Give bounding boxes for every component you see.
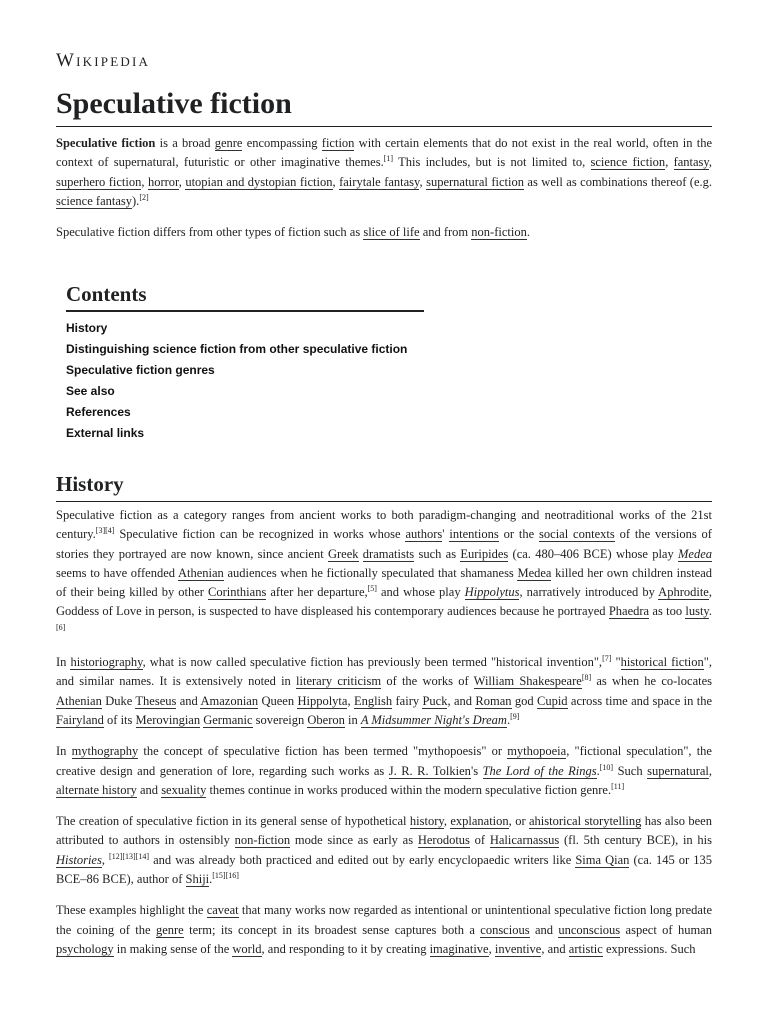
text-run: encompassing: [242, 136, 322, 150]
ref-10[interactable]: [10]: [599, 762, 614, 772]
link-genre[interactable]: genre: [214, 136, 243, 150]
link-superhero-fiction[interactable]: superhero fiction: [56, 174, 142, 189]
ref-15[interactable]: [15]: [212, 870, 226, 880]
toc-item-history[interactable]: History: [66, 321, 108, 335]
text-run: as too: [649, 604, 686, 619]
text-run: This includes, but is not limited to,: [393, 155, 591, 170]
link-world[interactable]: world: [232, 941, 262, 956]
link-slice-of-life[interactable]: slice of life: [363, 225, 420, 240]
text-run: across time and space in the: [567, 693, 712, 708]
text-run: Duke: [101, 693, 136, 708]
bold-term: Speculative fiction: [56, 136, 156, 150]
text-run: , "fictional speculation", the creative design and generation of lore, regarding such works as: [56, 744, 712, 778]
text-run: ,: [419, 174, 427, 189]
link-fairytale-fantasy[interactable]: fairytale fantasy: [339, 174, 420, 189]
text-run: sovereign: [252, 712, 308, 727]
link-sima-qian[interactable]: Sima Qian: [575, 852, 630, 867]
text-run: of the versions of stories they portrayed are now known, since ancient: [56, 527, 712, 561]
link-william-shakespeare[interactable]: William Shakespeare: [473, 674, 582, 689]
text-run: killed her own children instead of their being killed by other: [56, 565, 713, 600]
italic-title: Hippolytus: [464, 585, 520, 600]
link-euripides[interactable]: Euripides: [460, 546, 509, 561]
text-run: audiences when he fictionally speculated that shamaness: [223, 565, 518, 580]
link-literary-criticism[interactable]: literary criticism: [296, 674, 382, 689]
link-psychology[interactable]: psychology: [56, 941, 114, 956]
text-run: .: [209, 872, 213, 887]
link-greek[interactable]: Greek: [327, 546, 359, 561]
link-historical-fiction[interactable]: historical fiction: [620, 655, 704, 670]
history-paragraph-2: [56, 653, 712, 730]
link-mythopoeia[interactable]: mythopoeia: [507, 744, 567, 759]
text-run: in: [344, 712, 361, 727]
link-imaginative[interactable]: imaginative: [429, 941, 489, 956]
text-run: and: [136, 782, 162, 797]
ref-3[interactable]: [3]: [95, 526, 106, 536]
link-non-fiction-2[interactable]: non-fiction: [234, 833, 291, 848]
link-supernatural-fiction[interactable]: supernatural fiction: [426, 174, 524, 189]
link-historiography[interactable]: historiography: [70, 655, 143, 670]
text-run: In: [56, 655, 71, 670]
text-run: .: [708, 604, 712, 619]
link-corinthians[interactable]: Corinthians: [207, 585, 267, 600]
ref-7[interactable]: [7]: [602, 653, 612, 663]
link-authors[interactable]: authors: [405, 527, 443, 542]
text-run: as well as combinations thereof (e.g.: [523, 174, 713, 189]
text-run: after her departure,: [266, 585, 368, 600]
link-conscious[interactable]: conscious: [480, 922, 530, 937]
link-explanation[interactable]: explanation: [450, 814, 509, 829]
link-sexuality[interactable]: sexuality: [161, 782, 207, 797]
link-amazonian[interactable]: Amazonian: [200, 693, 259, 708]
text-run: (ca. 480–406 BCE) whose play: [508, 546, 678, 561]
link-athenian[interactable]: Athenian: [177, 565, 224, 580]
link-english[interactable]: English: [353, 693, 393, 708]
link-germanic[interactable]: Germanic: [203, 712, 253, 727]
ref-12[interactable]: [12]: [109, 851, 123, 861]
text-run: expressions. Such: [602, 941, 696, 956]
text-run: and: [176, 693, 201, 708]
link-science-fiction[interactable]: science fiction: [590, 155, 666, 170]
text-run: The creation of speculative fiction in its general sense of hypothetical: [56, 814, 410, 829]
page-title: Speculative fiction: [56, 86, 712, 127]
text-run: ,: [488, 941, 495, 956]
text-run: and whose play: [376, 585, 465, 600]
link-dramatists[interactable]: dramatists: [362, 546, 415, 561]
text-run: .: [596, 763, 600, 778]
ref-11[interactable]: [11]: [611, 781, 625, 791]
link-halicarnassus[interactable]: Halicarnassus: [489, 833, 560, 848]
toc-item-see-also[interactable]: See also: [66, 384, 115, 398]
text-run: and was already both practiced and edited out by early encyclopaedic writers like: [149, 852, 576, 867]
link-lusty[interactable]: lusty: [685, 604, 709, 619]
text-run: , narratively introduced by: [519, 585, 659, 600]
text-run: is a broad: [155, 136, 215, 150]
link-ahistorical-storytelling[interactable]: ahistorical storytelling: [529, 814, 642, 829]
history-paragraph-1: [56, 506, 712, 641]
link-medea-play[interactable]: [678, 547, 712, 562]
link-science-fantasy[interactable]: science fantasy: [56, 193, 133, 208]
italic-title: Histories: [56, 852, 102, 867]
link-hippolyta[interactable]: Hippolyta: [297, 693, 348, 708]
text-run: ": [611, 655, 621, 670]
link-fairyland[interactable]: Fairyland: [56, 712, 104, 727]
link-midsummer-nights-dream[interactable]: [361, 713, 507, 728]
link-intentions[interactable]: intentions: [449, 527, 499, 542]
text-run: .: [506, 712, 511, 727]
text-run: mode since as early as: [290, 833, 418, 848]
text-run: and from: [419, 225, 472, 240]
link-caveat[interactable]: caveat: [206, 903, 239, 918]
text-run: Queen: [258, 693, 298, 708]
link-supernatural[interactable]: supernatural: [647, 763, 709, 778]
ref-9[interactable]: [9]: [510, 711, 520, 721]
link-theseus[interactable]: Theseus: [135, 693, 177, 708]
link-lord-of-the-rings[interactable]: [483, 764, 597, 779]
text-run: that many works now regarded as intentional or unintentional speculative fiction long predate the coining of the: [56, 903, 712, 937]
text-run: Speculative fiction can be recognized in works whose: [114, 527, 406, 542]
ref-4[interactable]: [4]: [105, 526, 115, 536]
text-run: (ca. 145 or 135 BCE–86 BCE), author of: [56, 852, 713, 887]
link-puck[interactable]: Puck: [422, 693, 448, 708]
text-run: or the: [498, 527, 540, 542]
link-merovingian[interactable]: Merovingian: [135, 712, 201, 727]
text-run: ).: [132, 193, 140, 208]
text-run: ,: [443, 814, 451, 829]
text-run: of the works of: [381, 674, 474, 689]
link-medea[interactable]: Medea: [517, 565, 552, 580]
text-run: ,: [178, 174, 186, 189]
text-run: aspect of human: [620, 922, 712, 937]
history-paragraph-3: [56, 742, 712, 800]
link-fiction[interactable]: fiction: [321, 136, 355, 150]
link-phaedra[interactable]: Phaedra: [608, 604, 650, 619]
text-run: such as: [414, 546, 461, 561]
text-run: in making sense of the: [113, 941, 233, 956]
link-horror[interactable]: horror: [147, 174, 179, 189]
toc-item-genres[interactable]: Speculative fiction genres: [66, 363, 215, 377]
text-run: god: [511, 693, 537, 708]
text-run: .: [526, 225, 530, 240]
text-run: These examples highlight the: [56, 903, 207, 918]
link-genre-2[interactable]: genre: [155, 922, 184, 937]
link-cupid[interactable]: Cupid: [536, 693, 568, 708]
ref-16[interactable]: [16]: [225, 870, 239, 880]
link-shiji[interactable]: Shiji: [185, 872, 210, 887]
text-run: Speculative fiction as a category ranges from ancient works to both paradigm-changing and neotraditional works of the 21st century.: [56, 508, 712, 542]
history-paragraph-4: [56, 812, 712, 889]
text-run: Such: [613, 763, 648, 778]
link-hippolytus[interactable]: [465, 585, 520, 600]
toc-title: Contents: [66, 280, 424, 312]
toc-item-distinguishing[interactable]: Distinguishing science fiction from other speculative fiction: [66, 342, 408, 356]
text-run: themes continue in works produced within the modern speculative fiction genre.: [206, 782, 612, 797]
italic-title: A Midsummer Night's Dream: [360, 712, 507, 727]
text-run: , Goddess of Love in person, is suspected to have displeased his contemporary audiences because he portrayed: [56, 585, 712, 619]
italic-title: Medea: [677, 546, 712, 561]
text-run: ,: [332, 174, 340, 189]
link-inventive[interactable]: inventive: [494, 941, 542, 956]
text-run: ,: [708, 155, 712, 170]
lead-paragraph: [56, 134, 712, 211]
text-run: 's: [470, 763, 483, 778]
italic-title: The Lord of the Rings: [482, 763, 597, 778]
link-history[interactable]: history: [409, 814, 444, 829]
text-run: ,: [347, 693, 354, 708]
text-run: ,: [141, 174, 148, 189]
text-run: , and: [447, 693, 476, 708]
ref-8[interactable]: [8]: [581, 673, 592, 683]
link-herodotus[interactable]: Herodotus: [417, 833, 470, 848]
lead-paragraph-2: [56, 223, 712, 242]
history-section: [56, 506, 712, 971]
link-oberon[interactable]: Oberon: [307, 712, 345, 727]
link-utopian-dystopian-fiction[interactable]: utopian and dystopian fiction: [185, 174, 333, 189]
ref-5[interactable]: [5]: [367, 584, 377, 594]
link-artistic[interactable]: artistic: [568, 941, 603, 956]
text-run: fairy: [392, 693, 423, 708]
text-run: ,: [101, 852, 110, 867]
link-tolkien[interactable]: J. R. R. Tolkien: [388, 763, 471, 778]
text-run: In: [56, 744, 72, 759]
ref-2[interactable]: [2]: [139, 192, 149, 202]
text-run: seems to have offended: [56, 565, 178, 580]
text-run: of its: [103, 712, 136, 727]
ref-1[interactable]: [1]: [383, 154, 394, 164]
text-run: ,: [708, 763, 712, 778]
text-run: , and: [541, 941, 569, 956]
link-histories[interactable]: [56, 853, 102, 868]
text-run: of: [469, 833, 490, 848]
text-run: with certain elements that do not exist in the real world, often in the context of supernatural, futuristic or other imaginative themes.: [56, 136, 712, 170]
link-non-fiction[interactable]: non-fiction: [471, 225, 527, 240]
text-run: , what is now called speculative fiction has previously been termed "historical invention",: [142, 655, 603, 670]
section-heading-history: History: [56, 470, 712, 502]
text-run: , and responding to it by creating: [261, 941, 430, 956]
text-run: (fl. 5th century BCE), in his: [559, 833, 712, 848]
text-run: term; its concept in its broadest sense captures both a: [183, 922, 481, 937]
text-run: as when he co-locates: [591, 674, 712, 689]
text-run: Speculative fiction differs from other types of fiction such as: [56, 225, 364, 240]
text-run: ,: [665, 155, 674, 170]
toc-item-external-links[interactable]: External links: [66, 426, 145, 440]
link-aphrodite[interactable]: Aphrodite: [658, 585, 709, 600]
ref-14[interactable]: [14]: [135, 851, 150, 861]
link-mythography[interactable]: mythography: [71, 744, 139, 759]
text-run: the concept of speculative fiction has been termed "mythopoesis" or: [138, 744, 508, 759]
lead-section: [56, 134, 712, 242]
toc-item-references[interactable]: References: [66, 405, 131, 419]
link-athenian-2[interactable]: Athenian: [56, 693, 102, 708]
link-social-contexts[interactable]: social contexts: [539, 527, 615, 542]
link-unconscious[interactable]: unconscious: [558, 922, 621, 937]
ref-13[interactable]: [13]: [122, 851, 136, 861]
link-alternate-history[interactable]: alternate history: [56, 782, 137, 797]
link-roman[interactable]: Roman: [475, 693, 512, 708]
history-paragraph-5: [56, 901, 712, 959]
text-run: ", and similar names. It is extensively noted in: [56, 655, 712, 689]
text-run: ': [442, 527, 450, 542]
text-run: and: [529, 922, 559, 937]
wikipedia-wordmark[interactable]: Wikipedia: [56, 50, 151, 71]
link-fantasy[interactable]: fantasy: [673, 155, 709, 170]
text-run: , or: [508, 814, 529, 829]
text-run: has also been attributed to authors in ostensibly: [56, 814, 712, 848]
table-of-contents: [66, 280, 424, 444]
ref-6[interactable]: [6]: [56, 622, 66, 632]
